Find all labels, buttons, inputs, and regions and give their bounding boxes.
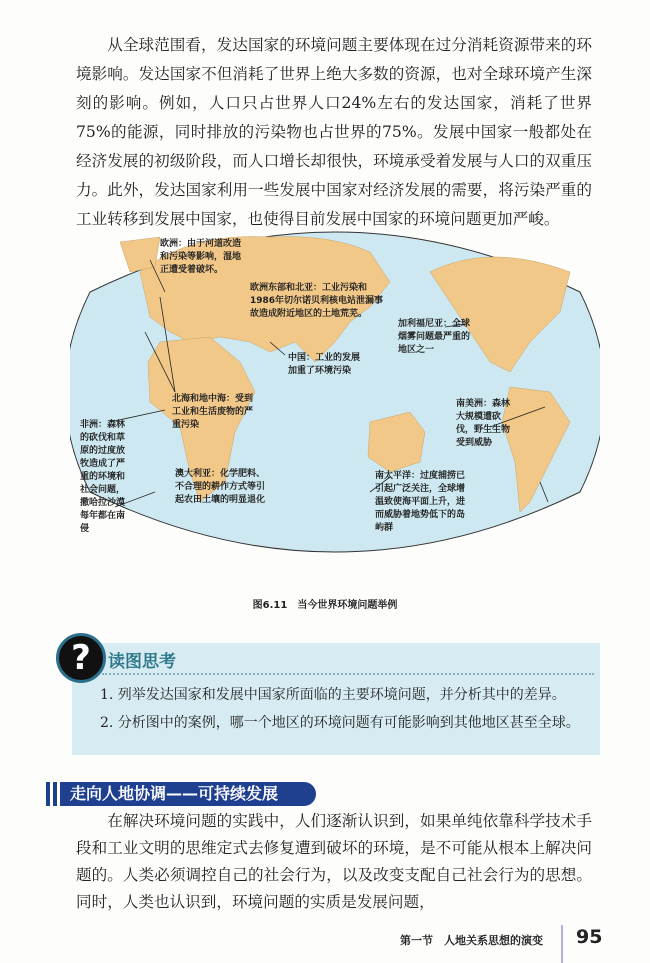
annotation-north-sea: 北海和地中海：受到工业和生活废物的严重污染 — [172, 394, 254, 430]
footer-chapter: 第一节 人地关系思想的演变 — [400, 934, 543, 947]
annotation-australia: 澳大利亚：化学肥料、不合理的耕作方式等引起农田土壤的明显退化 — [175, 469, 266, 505]
section-header — [46, 782, 316, 806]
annotation-east-europe: 欧洲东部和北亚：工业污染和1986年切尔诺贝利核电站泄漏事故造成附近地区的土地荒芜。 — [250, 283, 384, 319]
section-paragraph — [76, 808, 592, 916]
world-map — [70, 212, 600, 572]
annotation-california: 加利福尼亚：全球烟雾问题最严重的地区之一 — [398, 319, 471, 355]
annotation-south-america: 南美洲：森林大规模遭砍伐，野生生物受到威胁 — [456, 399, 511, 448]
question-2: 2. 分析图中的案例，哪一个地区的环境问题有可能影响到其他地区甚至全球。 — [100, 715, 580, 731]
australia — [368, 412, 425, 472]
greenland — [120, 237, 160, 272]
bar-decoration — [57, 782, 60, 806]
dotted-divider — [102, 673, 594, 675]
question-icon: ? — [56, 633, 106, 683]
section-title: 走向人地协调——可持续发展 — [70, 784, 279, 803]
question-1: 1. 列举发达国家和发展中国家所面临的主要环境问题，并分析其中的差异。 — [100, 687, 566, 703]
annotation-china: 中国：工业的发展加重了环境污染 — [288, 353, 361, 376]
annotation-south-pacific: 南太平洋：过度捕捞已引起广泛关注，全球增温致使海平面上升，进而威胁着地势低下的岛屿群 — [375, 471, 466, 533]
think-box — [71, 638, 600, 755]
intro-text: 从全球范围看，发达国家的环境问题主要体现在过分消耗资源带来的环境影响。发达国家不但消耗了世界上绝大多数的资源，也对全球环境产生深刻的影响。例如，人口只占世界人口24%左右的发达国家，消耗了世界75%的能源，同时排放的污染物也占世界的75%。发展中国家一般都处在经济发展的初级阶段，而人口增长却很快，环境承受着发展与人口的双重压力。此外，发达国家利用一些发展中国家对经济发展的需要，将污染严重的工业转移到发展中国家，也使得目前发展中国家的环境问题更加严峻。 — [76, 36, 592, 228]
annotation-europe: 欧洲：由于河道改造和污染等影响，湿地正遭受着破坏。 — [160, 239, 242, 275]
question-list — [100, 683, 596, 739]
annotation-africa: 非洲：森林的砍伐和草原的过度放牧造成了严重的环境和社会问题，撒哈拉沙漠每年都在南侵 — [80, 420, 126, 534]
bar-decoration — [50, 782, 53, 806]
section-text: 在解决环境问题的实践中，人们逐渐认识到，如果单纯依靠科学技术手段和工业文明的思维定式去修复遭到破坏的环境，是不可能从根本上解决问题的。人类必须调控自己的社会行为，以及改变支配自己社会行为的思想。同时，人类也认识到，环境问题的实质是发展问题， — [76, 812, 592, 911]
footer-divider — [561, 925, 563, 963]
intro-paragraph — [76, 31, 592, 234]
page-number: 95 — [576, 926, 603, 948]
think-title: 读图思考 — [108, 652, 176, 672]
figure-caption: 图6.11 当今世界环境问题举例 — [252, 600, 398, 611]
